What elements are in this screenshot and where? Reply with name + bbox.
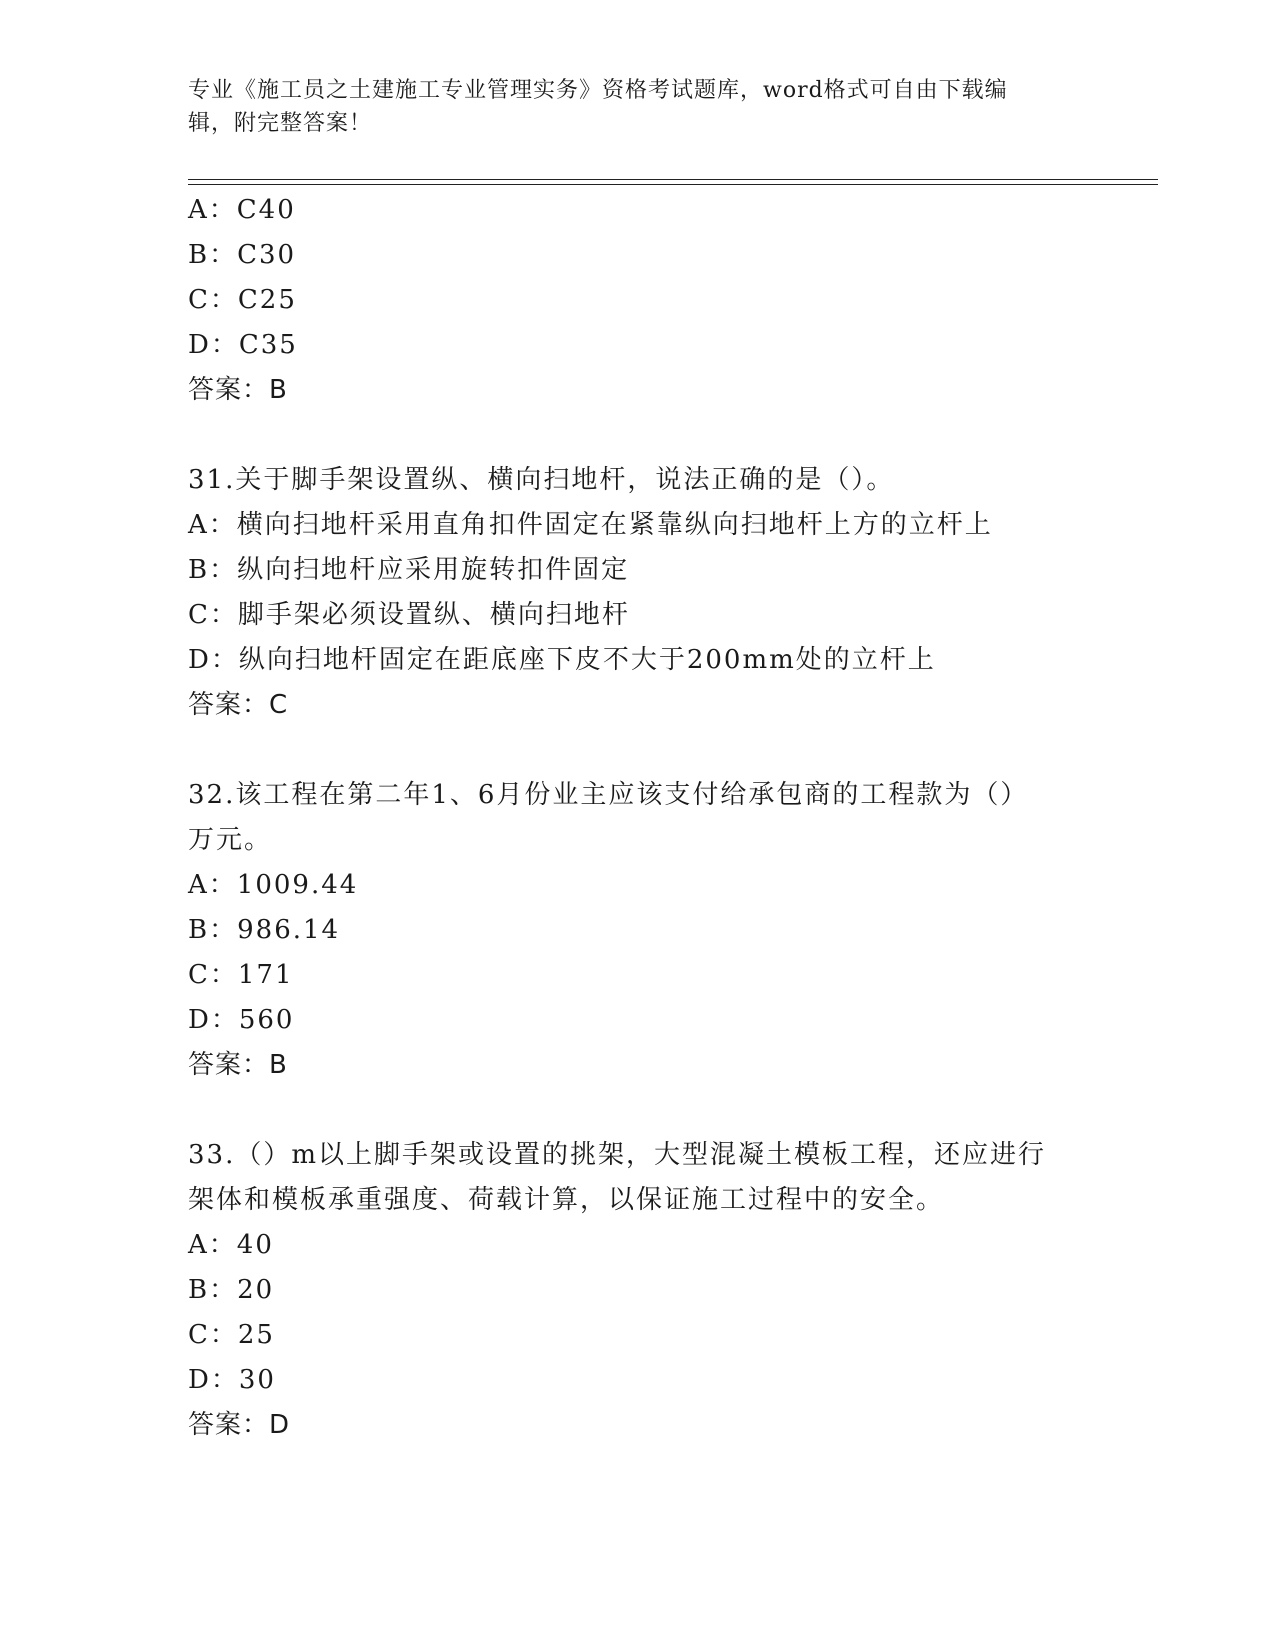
answer: 答案：B [188,375,288,405]
question-33-answer: 答案：D [188,1410,291,1440]
question-32-stem: 32.该工程在第二年1、6月份业主应该支付给承包商的工程款为（） [188,780,1029,810]
question-33-stem-cont: 架体和模板承重强度、荷载计算，以保证施工过程中的安全。 [188,1185,945,1215]
question-32-option-c: C：171 [188,960,294,990]
question-33-stem: 33.（）m以上脚手架或设置的挑架，大型混凝土模板工程，还应进行 [188,1140,1047,1170]
question-31-answer: 答案：C [188,690,289,720]
option-a: A：C40 [188,195,296,225]
header-divider-top [188,179,1158,180]
question-31-option-b: B：纵向扫地杆应采用旋转扣件固定 [188,555,630,585]
header-divider-bottom [188,184,1158,185]
question-31-stem: 31.关于脚手架设置纵、横向扫地杆，说法正确的是（）。 [188,465,895,495]
question-32-option-d: D：560 [188,1005,295,1035]
question-32-stem-cont: 万元。 [188,825,273,855]
question-32-answer: 答案：B [188,1050,288,1080]
option-b: B：C30 [188,240,297,270]
header-line-1: 专业《施工员之土建施工专业管理实务》资格考试题库，word格式可自由下载编 [188,78,1008,103]
question-31-option-c: C：脚手架必须设置纵、横向扫地杆 [188,600,630,630]
question-31-option-a: A：横向扫地杆采用直角扣件固定在紧靠纵向扫地杆上方的立杆上 [188,510,993,540]
option-d: D：C35 [188,330,298,360]
question-33-option-d: D：30 [188,1365,276,1395]
option-c: C：C25 [188,285,297,315]
header-line-2: 辑，附完整答案！ [188,111,373,136]
document-header [188,74,1088,140]
question-33-option-b: B：20 [188,1275,275,1305]
question-33-option-a: A：40 [188,1230,274,1260]
question-32-option-a: A：1009.44 [188,870,359,900]
question-31-option-d: D：纵向扫地杆固定在距底座下皮不大于200mm处的立杆上 [188,645,936,675]
question-33-option-c: C：25 [188,1320,275,1350]
question-32-option-b: B：986.14 [188,915,341,945]
